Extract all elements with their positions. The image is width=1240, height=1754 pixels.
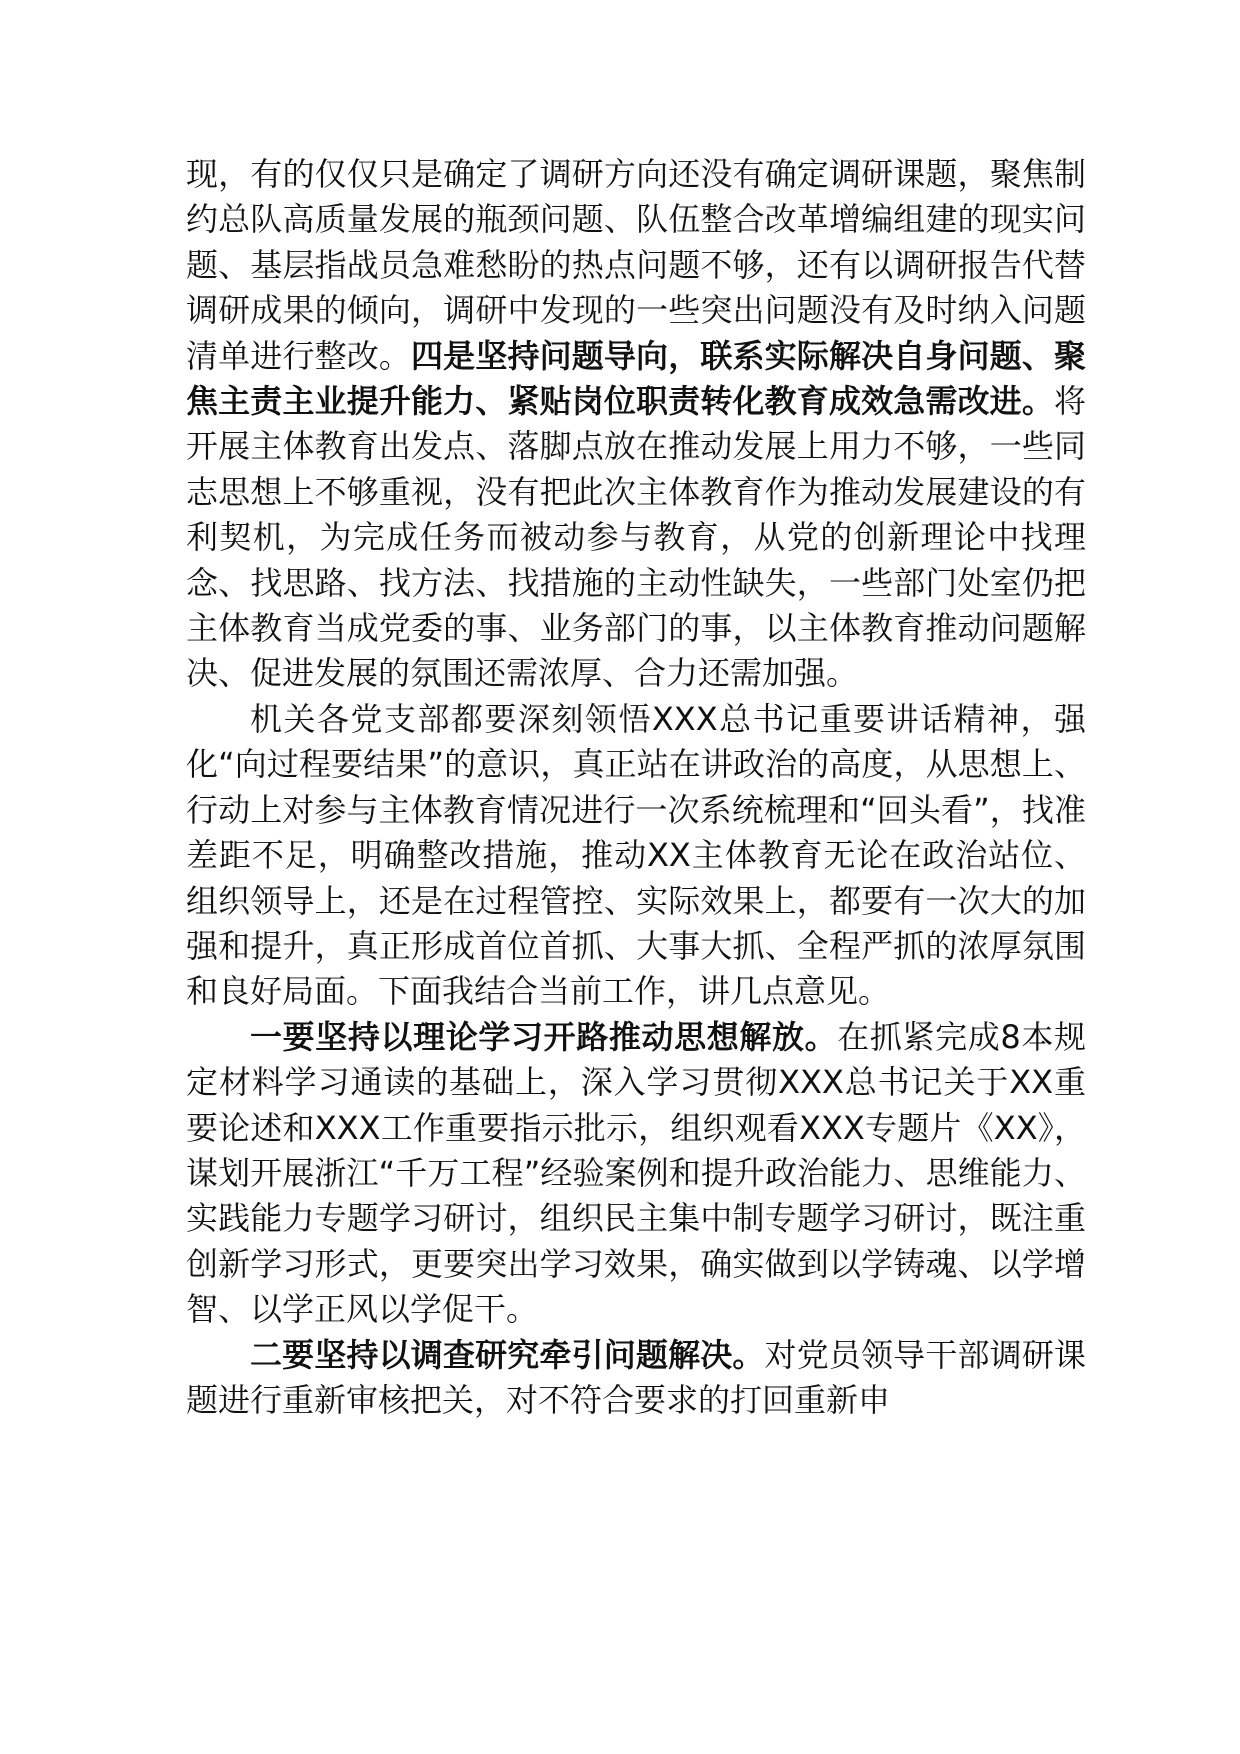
document-body <box>186 152 1086 1423</box>
paragraph-point-one <box>186 1015 1086 1333</box>
paragraph-text: 对党员领导干部调研课题进行重新审核把关，对不符合要求的打回重新申 <box>186 1335 1086 1419</box>
paragraph-text: 机关各党支部都要深刻领悟XXX总书记重要讲话精神，强化“向过程要结果”的意识，真正站在讲政治的高度，从思想上、行动上对参与主体教育情况进行一次系统梳理和“回头看”，找准差距不足，明确整改措施，推动XX主体教育无论在政治站位、组织领导上，还是在过程管控、实际效果上，都要有一次大的加强和提升，真正形成首位首抓、大事大抓、全程严抓的浓厚氛围和良好局面。下面我结合当前工作，讲几点意见。 <box>186 699 1086 1011</box>
paragraph-bold-heading: 四是坚持问题导向，联系实际解决自身问题、聚焦主责主业提升能力、紧贴岗位职责转化教育成效急需改进。 <box>186 336 1086 421</box>
paragraph-point-two <box>186 1333 1086 1424</box>
paragraph-intro <box>186 697 1086 1015</box>
paragraph-bold-heading: 二要坚持以调查研究牵引问题解决。 <box>250 1335 765 1374</box>
paragraph-text: 在抓紧完成8本规定材料学习通读的基础上，深入学习贯彻XXX总书记关于XX重要论述和XXX工作重要指示批示，组织观看XXX专题片《XX》，谋划开展浙江“千万工程”经验案例和提升政治能力、思维能力、实践能力专题学习研讨，组织民主集中制专题学习研讨，既注重创新学习形式，更要突出学习效果，确实做到以学铸魂、以学增智、以学正风以学促干。 <box>186 1017 1086 1329</box>
paragraph-text: 现，有的仅仅只是确定了调研方向还没有确定调研课题，聚焦制约总队高质量发展的瓶颈问题、队伍整合改革增编组建的现实问题、基层指战员急难愁盼的热点问题不够，还有以调研报告代替调研成果的倾向，调研中发现的一些突出问题没有及时纳入问题清单进行整改。 <box>186 155 1086 375</box>
paragraph-text-tail: 将开展主体教育出发点、落脚点放在推动发展上用力不够，一些同志思想上不够重视，没有把此次主体教育作为推动发展建设的有利契机，为完成任务而被动参与教育，从党的创新理论中找理念、找思路、找方法、找措施的主动性缺失，一些部门处室仍把主体教育当成党委的事、业务部门的事，以主体教育推动问题解决、促进发展的氛围还需浓厚、合力还需加强。 <box>186 382 1086 693</box>
paragraph-continuation <box>186 152 1086 697</box>
paragraph-bold-heading: 一要坚持以理论学习开路推动思想解放。 <box>250 1017 838 1056</box>
